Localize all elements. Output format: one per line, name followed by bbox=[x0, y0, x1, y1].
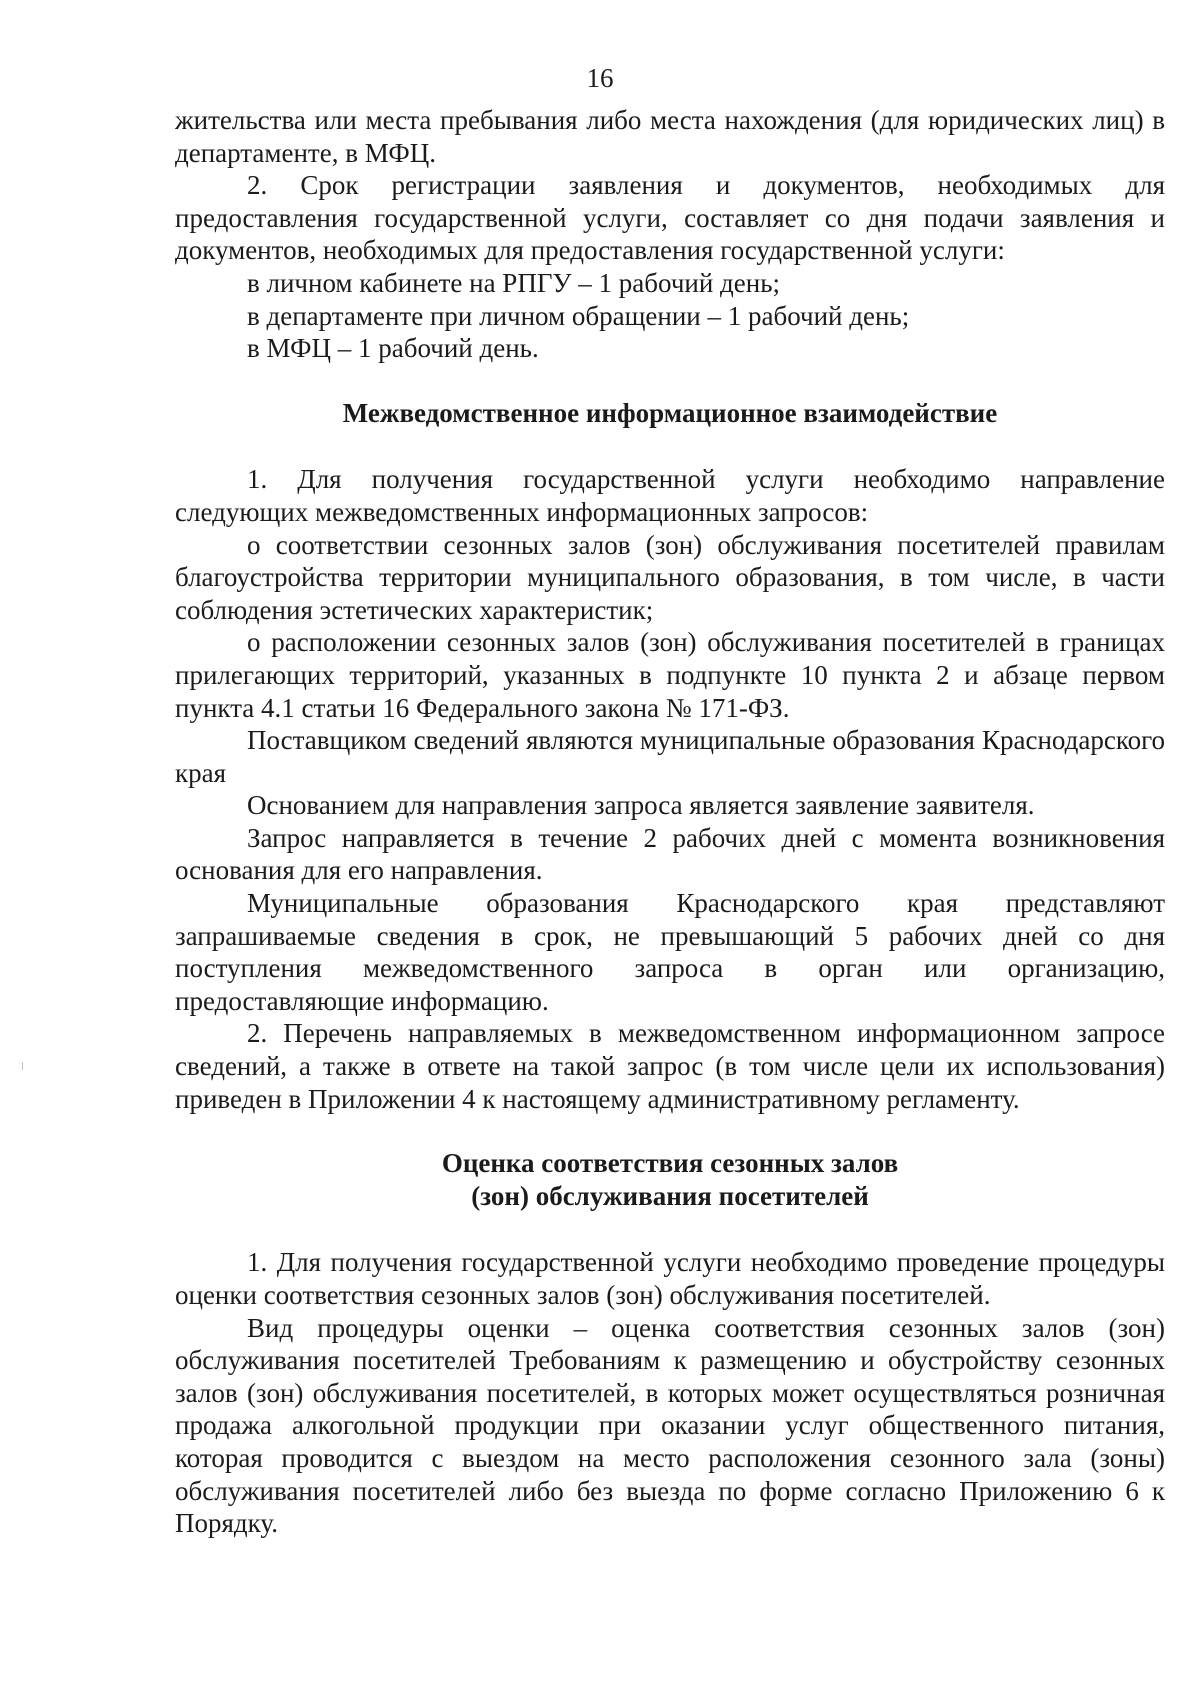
paragraph-interagency-5: Основанием для направления запроса является заявление заявителя. bbox=[247, 790, 1035, 821]
paragraph-interagency-8: 2. Перечень направляемых в межведомственном информационном запросе сведений, а также в ответе на такой запрос (в том числе цели их использования) приведен в Приложении 4 к настоящему административному регламенту. bbox=[175, 1018, 1165, 1114]
spacer bbox=[175, 429, 1165, 463]
paragraph-rpgu: в личном кабинете на РПГУ – 1 рабочий день; bbox=[247, 267, 781, 298]
paragraph-interagency-2: о соответствии сезонных залов (зон) обслуживания посетителей правилам благоустройства территории муниципального образования, в том числе, в части соблюдения эстетических характеристик; bbox=[175, 529, 1165, 625]
paragraph-interagency-4: Поставщиком сведений являются муниципальные образования Краснодарского края bbox=[175, 725, 1165, 788]
paragraph-department: в департаменте при личном обращении – 1 рабочий день; bbox=[247, 300, 910, 331]
paragraph-mfc: в МФЦ – 1 рабочий день. bbox=[247, 333, 539, 364]
paragraph-assessment-1: 1. Для получения государственной услуги необходимо проведение процедуры оценки соответствия сезонных залов (зон) обслуживания посетителей. bbox=[175, 1247, 1165, 1310]
paragraph-interagency-7: Муниципальные образования Краснодарского края представляют запрашиваемые сведения в срок, не превышающий 5 рабочих дней со дня поступления межведомственного запроса в орган или организацию, предоставляющие информацию. bbox=[175, 888, 1165, 1016]
page-number: 16 bbox=[586, 63, 614, 93]
section-heading-interagency: Межведомственное информационное взаимодействие bbox=[342, 397, 998, 428]
paragraph-assessment-2: Вид процедуры оценки – оценка соответствия сезонных залов (зон) обслуживания посетителей Требованиям к размещению и обустройству сезонных залов (зон) обслуживания посетителей, в которых может осуществляться розничная продажа алкогольной продукции при оказании услуг общественного питания, которая проводится с выездом на место расположения сезонного зала (зоны) обслуживания посетителей либо без выезда по форме согласно Приложению 6 к Порядку. bbox=[175, 1312, 1165, 1539]
section-heading-assessment-line2: (зон) обслуживания посетителей bbox=[471, 1180, 869, 1211]
paragraph-registration-term: 2. Срок регистрации заявления и документов, необходимых для предоставления государственной услуги, составляет со дня подачи заявления и документов, необходимых для предоставления государственной услуги: bbox=[175, 170, 1165, 266]
spacer bbox=[175, 1212, 1165, 1246]
paragraph-continuation: жительства или места пребывания либо места нахождения (для юридических лиц) в департаменте, в МФЦ. bbox=[175, 105, 1165, 168]
paragraph-interagency-3: о расположении сезонных залов (зон) обслуживания посетителей в границах прилегающих территорий, указанных в подпункте 10 пункта 2 и абзаце первом пункта 4.1 статьи 16 Федерального закона № 171-ФЗ. bbox=[175, 627, 1165, 723]
spacer bbox=[175, 1115, 1165, 1147]
paragraph-interagency-1: 1. Для получения государственной услуги необходимо направление следующих межведомственных информационных запросов: bbox=[175, 464, 1165, 527]
document-body bbox=[175, 104, 1165, 1540]
section-heading-assessment-line1: Оценка соответствия сезонных залов bbox=[441, 1148, 899, 1179]
paragraph-interagency-6: Запрос направляется в течение 2 рабочих дней с момента возникновения основания для его направления. bbox=[175, 822, 1165, 886]
scan-margin-mark bbox=[22, 1062, 23, 1070]
spacer bbox=[175, 365, 1165, 397]
